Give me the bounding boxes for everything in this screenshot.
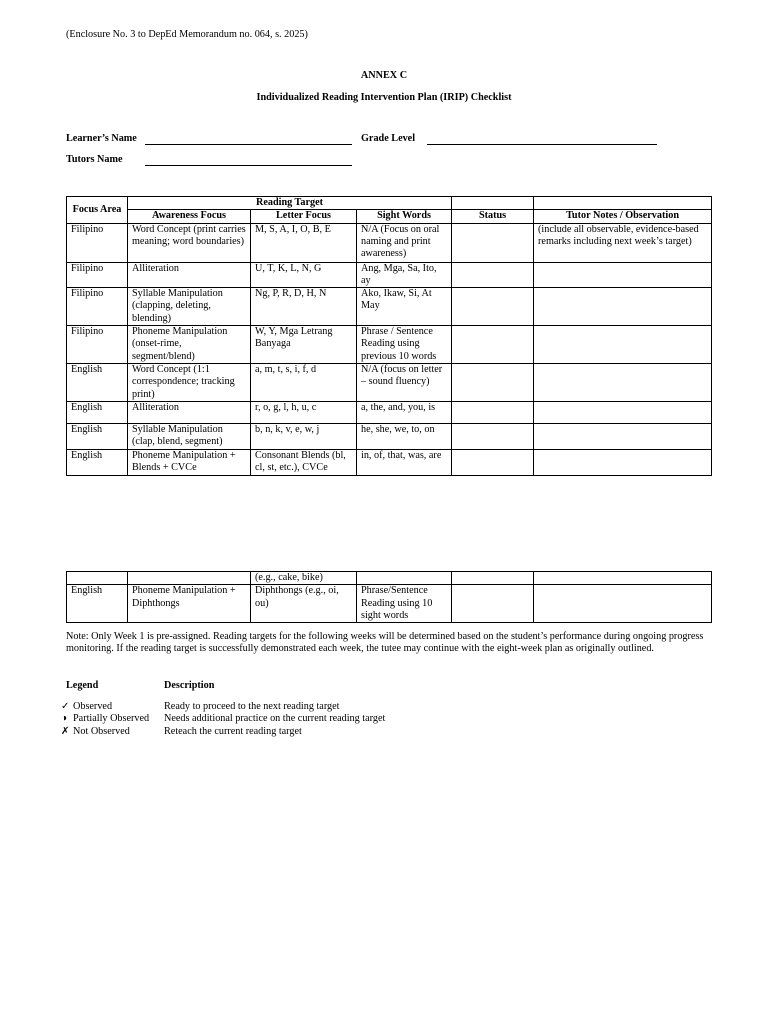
table-row <box>67 424 712 450</box>
sight-words-cell: Ang, Mga, Sa, Ito, ay <box>357 262 452 288</box>
sight-words-cell: he, she, we, to, on <box>357 424 452 450</box>
description-label: Description <box>164 680 215 691</box>
status-cell[interactable] <box>452 262 534 288</box>
sight-words-cell <box>357 572 452 585</box>
header-sight-words: Sight Words <box>357 210 452 223</box>
document-title: Individualized Reading Intervention Plan (IRIP) Checklist <box>256 92 512 103</box>
legend-item-label: Observed <box>73 701 113 712</box>
status-cell[interactable] <box>452 288 534 326</box>
header-awareness-focus: Awareness Focus <box>128 210 251 223</box>
tutors-name-label: Tutors Name <box>66 154 123 165</box>
letter-focus-cell: U, T, K, L, N, G <box>251 262 357 288</box>
table-row <box>67 223 712 262</box>
legend-item-label: Not Observed <box>73 726 130 737</box>
status-cell[interactable] <box>452 450 534 476</box>
header-blank-notes <box>534 197 712 210</box>
table-row <box>67 585 712 623</box>
focus-area-cell: Filipino <box>67 326 128 364</box>
header-tutor-notes: Tutor Notes / Observation <box>534 210 712 223</box>
focus-area-cell: Filipino <box>67 262 128 288</box>
status-cell[interactable] <box>452 364 534 402</box>
table-row <box>67 402 712 424</box>
irip-checklist-table-continuation <box>66 571 712 623</box>
tutor-notes-cell[interactable] <box>534 424 712 450</box>
awareness-focus-cell: Word Concept (1:1 correspondence; tracking print) <box>128 364 251 402</box>
table-row <box>67 326 712 364</box>
letter-focus-cell: b, n, k, v, e, w, j <box>251 424 357 450</box>
awareness-focus-cell: Phoneme Manipulation + Diphthongs <box>128 585 251 623</box>
letter-focus-cell: Consonant Blends (bl, cl, st, etc.), CVCe <box>251 450 357 476</box>
tutor-notes-cell[interactable] <box>534 585 712 623</box>
legend-item-observed <box>61 701 112 713</box>
tutor-notes-cell[interactable] <box>534 262 712 288</box>
awareness-focus-cell: Syllable Manipulation (clapping, deleting, blending) <box>128 288 251 326</box>
table-row <box>67 364 712 402</box>
letter-focus-cell: (e.g., cake, bike) <box>251 572 357 585</box>
tutor-notes-cell[interactable] <box>534 326 712 364</box>
tutor-notes-cell[interactable] <box>534 572 712 585</box>
letter-focus-cell: a, m, t, s, i, f, d <box>251 364 357 402</box>
legend-item-description: Reteach the current reading target <box>164 726 302 737</box>
focus-area-cell: English <box>67 424 128 450</box>
table-row <box>67 572 712 585</box>
focus-area-cell <box>67 572 128 585</box>
legend-item-description: Ready to proceed to the next reading target <box>164 701 340 712</box>
sight-words-cell: a, the, and, you, is <box>357 402 452 424</box>
tutors-name-field[interactable] <box>145 154 352 166</box>
legend-item-description: Needs additional practice on the current reading target <box>164 713 386 724</box>
sight-words-cell: N/A (focus on letter – sound fluency) <box>357 364 452 402</box>
learner-name-field[interactable] <box>145 133 352 145</box>
tutor-notes-cell[interactable] <box>534 288 712 326</box>
grade-level-label: Grade Level <box>361 133 416 144</box>
sight-words-cell: N/A (Focus on oral naming and print awareness) <box>357 223 452 262</box>
letter-focus-cell: r, o, g, l, h, u, c <box>251 402 357 424</box>
table-row <box>67 450 712 476</box>
status-cell[interactable] <box>452 572 534 585</box>
focus-area-cell: English <box>67 450 128 476</box>
checkmark-icon: ✓ <box>61 701 70 712</box>
header-reading-target: Reading Target <box>128 197 452 210</box>
focus-area-cell: Filipino <box>67 223 128 262</box>
tutor-notes-cell[interactable] <box>534 450 712 476</box>
table-row <box>67 288 712 326</box>
legend-label: Legend <box>66 680 99 691</box>
awareness-focus-cell: Alliteration <box>128 402 251 424</box>
status-cell[interactable] <box>452 424 534 450</box>
focus-area-cell: English <box>67 585 128 623</box>
cross-icon: ✗ <box>61 726 70 737</box>
enclosure-reference: (Enclosure No. 3 to DepEd Memorandum no. 064, s. 2025) <box>66 29 308 40</box>
awareness-focus-cell: Syllable Manipulation (clap, blend, segment) <box>128 424 251 450</box>
awareness-focus-cell <box>128 572 251 585</box>
status-cell[interactable] <box>452 585 534 623</box>
sight-words-cell: in, of, that, was, are <box>357 450 452 476</box>
header-letter-focus: Letter Focus <box>251 210 357 223</box>
table-row <box>67 262 712 288</box>
focus-area-cell: Filipino <box>67 288 128 326</box>
letter-focus-cell: W, Y, Mga Letrang Banyaga <box>251 326 357 364</box>
header-blank-status <box>452 197 534 210</box>
awareness-focus-cell: Phoneme Manipulation + Blends + CVCe <box>128 450 251 476</box>
status-cell[interactable] <box>452 402 534 424</box>
irip-checklist-table <box>66 196 712 476</box>
header-status: Status <box>452 210 534 223</box>
learner-name-label: Learner’s Name <box>66 133 137 144</box>
note-paragraph: Note: Only Week 1 is pre-assigned. Reading targets for the following weeks will be determined based on the student’s performance during ongoing progress monitoring. If the reading target is successfully demonstrated each week, the tutee may continue with the eight-week plan as originally outlined. <box>66 631 704 655</box>
legend-item-partially-observed <box>61 713 149 725</box>
half-circle-icon: ◑ <box>61 713 68 724</box>
status-cell[interactable] <box>452 326 534 364</box>
status-cell[interactable] <box>452 223 534 262</box>
awareness-focus-cell: Phoneme Manipulation (onset-rime, segment/blend) <box>128 326 251 364</box>
tutor-notes-cell[interactable] <box>534 402 712 424</box>
awareness-focus-cell: Alliteration <box>128 262 251 288</box>
legend-item-label: Partially Observed <box>73 713 150 724</box>
header-focus-area: Focus Area <box>67 197 128 224</box>
focus-area-cell: English <box>67 364 128 402</box>
legend-item-not-observed <box>61 726 130 738</box>
awareness-focus-cell: Word Concept (print carries meaning; word boundaries) <box>128 223 251 262</box>
focus-area-cell: English <box>67 402 128 424</box>
sight-words-cell: Phrase/Sentence Reading using 10 sight words <box>357 585 452 623</box>
letter-focus-cell: Diphthongs (e.g., oi, ou) <box>251 585 357 623</box>
tutor-notes-cell[interactable] <box>534 364 712 402</box>
tutor-notes-cell[interactable]: (include all observable, evidence-based remarks including next week’s target) <box>534 223 712 262</box>
sight-words-cell: Ako, Ikaw, Si, At May <box>357 288 452 326</box>
grade-level-field[interactable] <box>427 133 657 145</box>
letter-focus-cell: Ng, P, R, D, H, N <box>251 288 357 326</box>
annex-label: ANNEX C <box>360 70 408 81</box>
sight-words-cell: Phrase / Sentence Reading using previous 10 words <box>357 326 452 364</box>
letter-focus-cell: M, S, A, I, O, B, E <box>251 223 357 262</box>
